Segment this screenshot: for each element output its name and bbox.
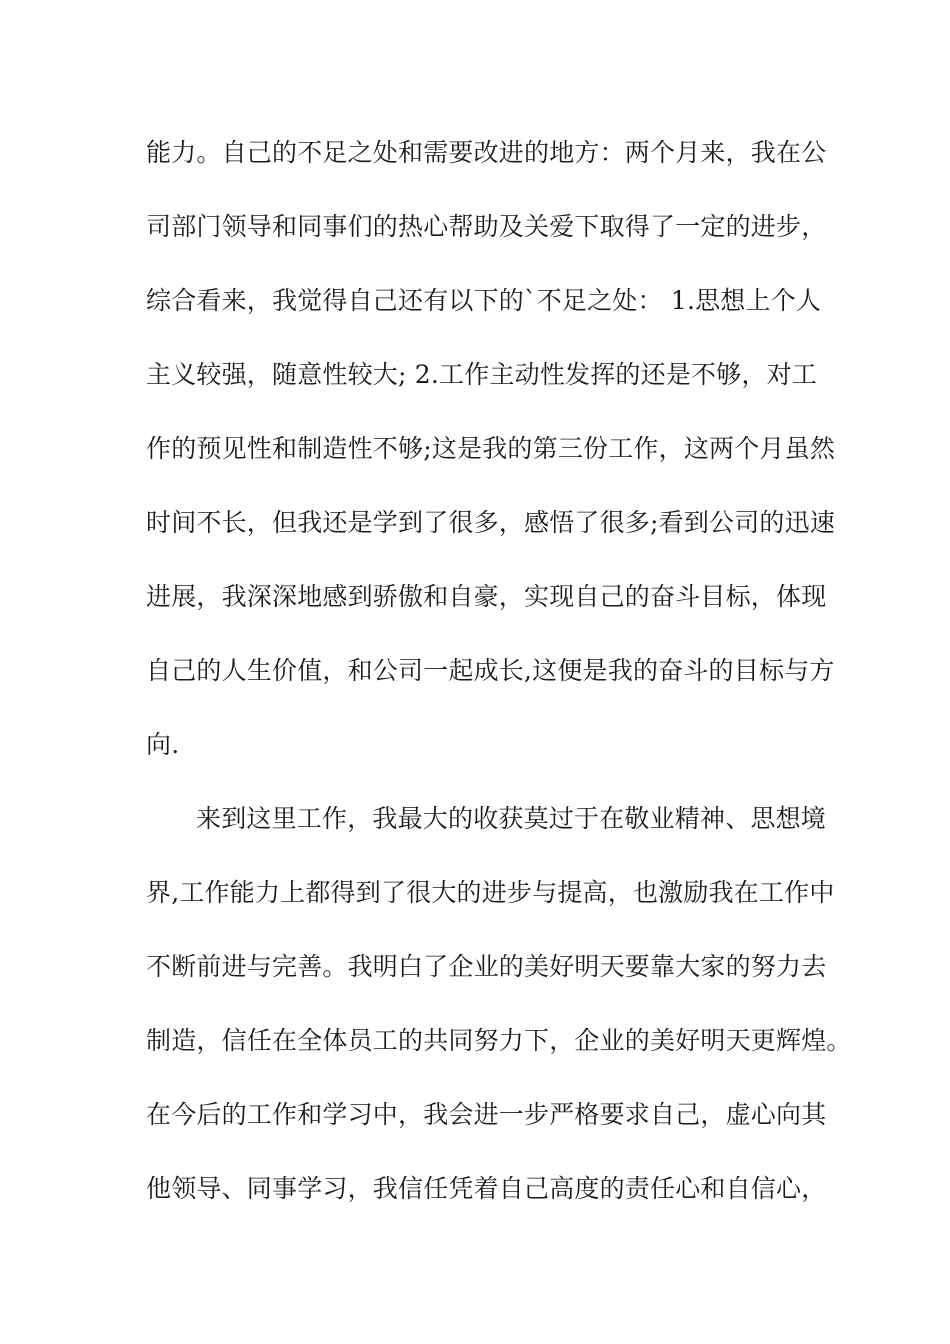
- text-line: 不断前进与完善。我明白了企业的美好明天要靠大家的努力去: [146, 952, 827, 981]
- text-line: 司部门领导和同事们的热心帮助及关爱下取得了一定的进步，: [146, 212, 827, 241]
- text-line: 时间不长，但我还是学到了很多，感悟了很多;看到公司的迅速: [146, 508, 836, 537]
- text-line: 综合看来，我觉得自己还有以下的`不足之处： 1.思想上个人: [146, 286, 822, 315]
- text-line: 界,工作能力上都得到了很大的进步与提高，也激励我在工作中: [146, 878, 835, 907]
- text-line: 他领导、同事学习，我信任凭着自己高度的责任心和自信心，: [146, 1174, 827, 1203]
- paragraph-first-line: 来到这里工作，我最大的收获莫过于在敬业精神、思想境: [196, 804, 827, 833]
- text-line: 自己的人生价值，和公司一起成长,这便是我的奋斗的目标与方: [146, 656, 835, 685]
- text-line: 向.: [146, 730, 180, 759]
- text-line: 制造，信任在全体员工的共同努力下，企业的美好明天更辉煌。: [146, 1026, 852, 1055]
- text-line: 主义较强，随意性较大; 2.工作主动性发挥的还是不够，对工: [146, 360, 818, 389]
- text-line: 能力。自己的不足之处和需要改进的地方：两个月来，我在公: [146, 138, 827, 167]
- body-text: [146, 132, 852, 1242]
- text-line: 进展，我深深地感到骄傲和自豪，实现自己的奋斗目标，体现: [146, 582, 827, 611]
- text-line: 在今后的工作和学习中，我会进一步严格要求自己，虚心向其: [146, 1100, 827, 1129]
- text-line: 作的预见性和制造性不够;这是我的第三份工作，这两个月虽然: [146, 434, 836, 463]
